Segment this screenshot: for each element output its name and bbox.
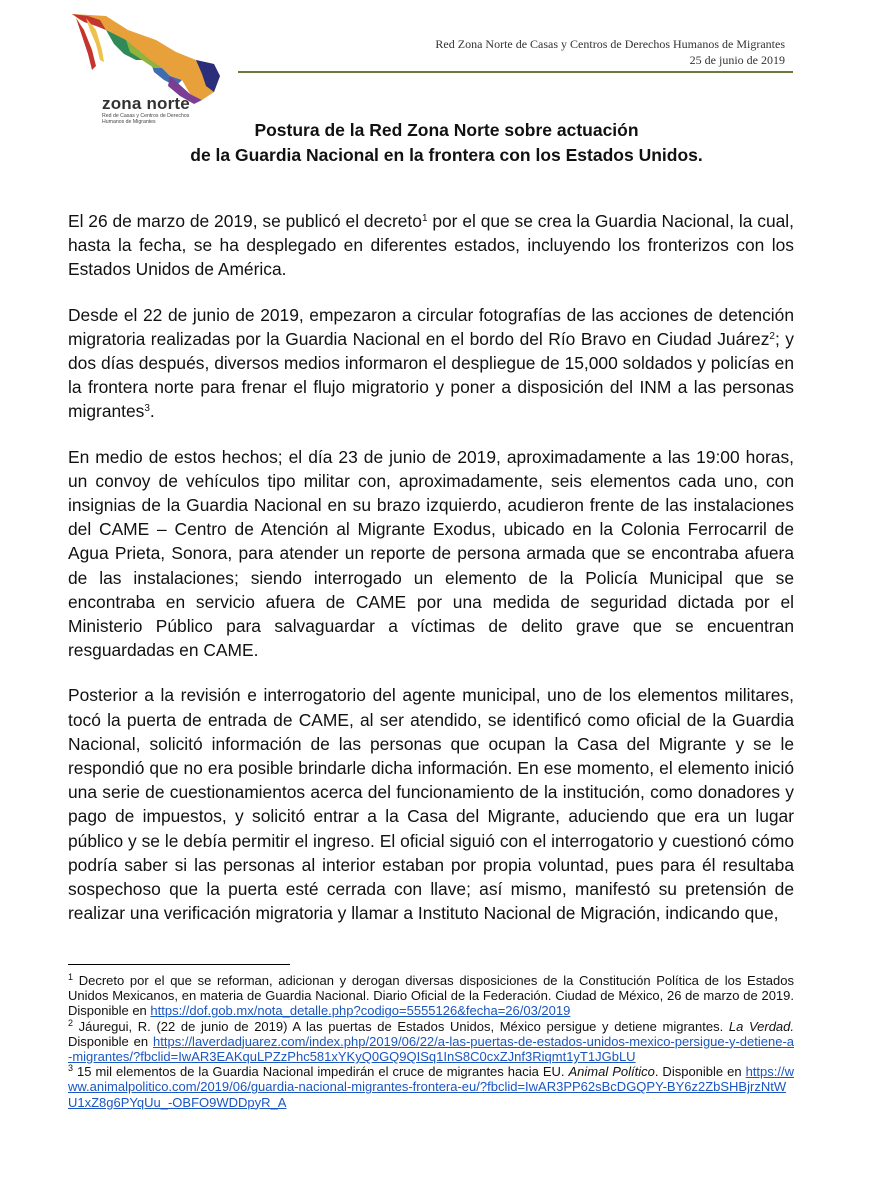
logo-subtext: Red de Casas y Centros de Derechos Humanos de Migrantes [102,113,190,125]
footnote-divider [68,964,290,965]
footnote-ref-3: 3 [144,403,150,415]
footnote-ref-1: 1 [421,213,428,224]
zona-norte-logo [66,10,226,128]
footnote-3: $^3$ 15 mil elementos de la Guardia Nacional impedirán el cruce de migrantes hacia EU. Animal Político. Disponible en https://www.animalpolitico.com/2019/06/guardia-nacional-migrantes-frontera-eu/?fbclid=IwAR3PP62sBcDGQPY-BY6z2ZbSHBjrzNtWU1xZ8g6PYqUu_-OBFO9WDDpyR_A [68,1063,794,1110]
paragraph-3: En medio de estos hechos; el día 23 de junio de 2019, aproximadamente a las 19:00 horas, un convoy de vehículos tipo militar con, aproximadamente, seis elementos cada uno, con insignias de la Guardia Nacional en su brazo izquierdo, acudieron frente de las instalaciones del CAME – Centro de Atención al Migrante Exodus, ubicado en la Colonia Ferrocarril de Agua Prieta, Sonora, para atender un reporte de persona armada que se encontraba afuera de las instalaciones; siendo interrogado un elemento de la Policía Municipal que se encontraba en servicio afuera de CAME por una medida de seguridad dictada por el Ministerio Público para salvaguardar a víctimas de delito grave que se encuentran resguardadas en CAME. [68,446,794,661]
paragraph-2: Desde el 22 de junio de 2019, empezaron a circular fotografías de las acciones de detención migratoria realizadas por la Guardia Nacional en el bordo del Río Bravo en Ciudad Juárez$^2$; y dos días después, diversos medios informaron el despliegue de 15,000 soldados y policías en la frontera norte para frenar el flujo migratorio y poner a disposición del INM a las personas migrantes$^3$. [68,304,794,422]
footnote-2-link[interactable]: https://laverdadjuarez.com/index.php/2019/06/22/a-las-puertas-de-estados-unidos-mexico-persigue-y-detiene-a-migrantes/?fbclid=IwAR3EAKquLPZzPhc581xYKyQ0GQ9QISq1InS8C0cxZJnf3Riqmt1yT1JGbLU [68,1033,794,1065]
paragraph-1: El 26 de marzo de 2019, se publicó el decreto$^1$ por el que se crea la Guardia Nacional, la cual, hasta la fecha, se ha desplegado en diferentes estados, incluyendo los fronterizos con los Estados Unidos de América. [68,211,794,280]
document-date: 25 de junio de 2019 [689,53,785,67]
footnote-ref-2: 2 [769,330,775,342]
footnote-1: $^1$ Decreto por el que se reforman, adicionan y derogan diversas disposiciones de la Constitución Política de los Estados Unidos Mexicanos, en materia de Guardia Nacional. Diario Oficial de la Federación. Ciudad de México, 26 de marzo de 2019. Disponible en https://dof.gob.mx/nota_detalle.php?codigo=5555126&fecha=26/03/2019 [68,972,794,1019]
org-name: Red Zona Norte de Casas y Centros de Derechos Humanos de Migrantes [435,37,785,51]
paragraph-4: Posterior a la revisión e interrogatorio del agente municipal, uno de los elementos militares, tocó la puerta de entrada de CAME, al ser atendido, se identificó como oficial de la Guardia Nacional, solicitó información de las personas que ocupan la Casa del Migrante y se le respondió que no era posible brindarle dicha información. En ese momento, el elemento inició una serie de cuestionamientos acerca del funcionamiento de la institución, como donadores y pago de impuestos, y solicitó entrar a la Casa del Migrante, aduciendo que era un lugar público y se le debía permitir el ingreso. El oficial siguió con el interrogatorio y cuestionó cómo podría saber si las personas al interior estaban por propia voluntad, pues para él resultaba sospechoso que la puerta esté cerrada con llave; así mismo, manifestó su pretensión de realizar una verificación migratoria y llamar a Instituto Nacional de Migración, indicando que, [68,685,794,924]
document-title [100,118,793,168]
title-line-2: de la Guardia Nacional en la frontera con los Estados Unidos. [190,145,703,165]
logo-wordmark: zona norte [102,94,190,113]
footnote-2: $^2$ Jáuregui, R. (22 de junio de 2019) A las puertas de Estados Unidos, México persigue y detiene migrantes. La Verdad. Disponible en https://laverdadjuarez.com/index.php/2019/06/22/a-las-puertas-de-estados-unidos-mexico-persigue-y-detiene-a-migrantes/?fbclid=IwAR3EAKquLPZzPhc581xYKyQ0GQ9QISq1InS8C0cxZJnf3Riqmt1yT1JGbLU [68,1017,795,1065]
footnotes [68,973,794,1110]
footnote-1-link[interactable]: https://dof.gob.mx/nota_detalle.php?codigo=5555126&fecha=26/03/2019 [150,1003,571,1019]
footnote-3-link[interactable]: https://www.animalpolitico.com/2019/06/guardia-nacional-migrantes-frontera-eu/?fbclid=IwAR3PP62sBcDGQPY-BY6z2ZbSHBjrzNtWU1xZ8g6PYqUu_-OBFO9WDDpyR_A [68,1064,794,1110]
title-line-1: Postura de la Red Zona Norte sobre actuación [254,120,639,140]
header-divider [238,71,793,73]
document-body [68,209,794,946]
document-header [435,36,785,68]
